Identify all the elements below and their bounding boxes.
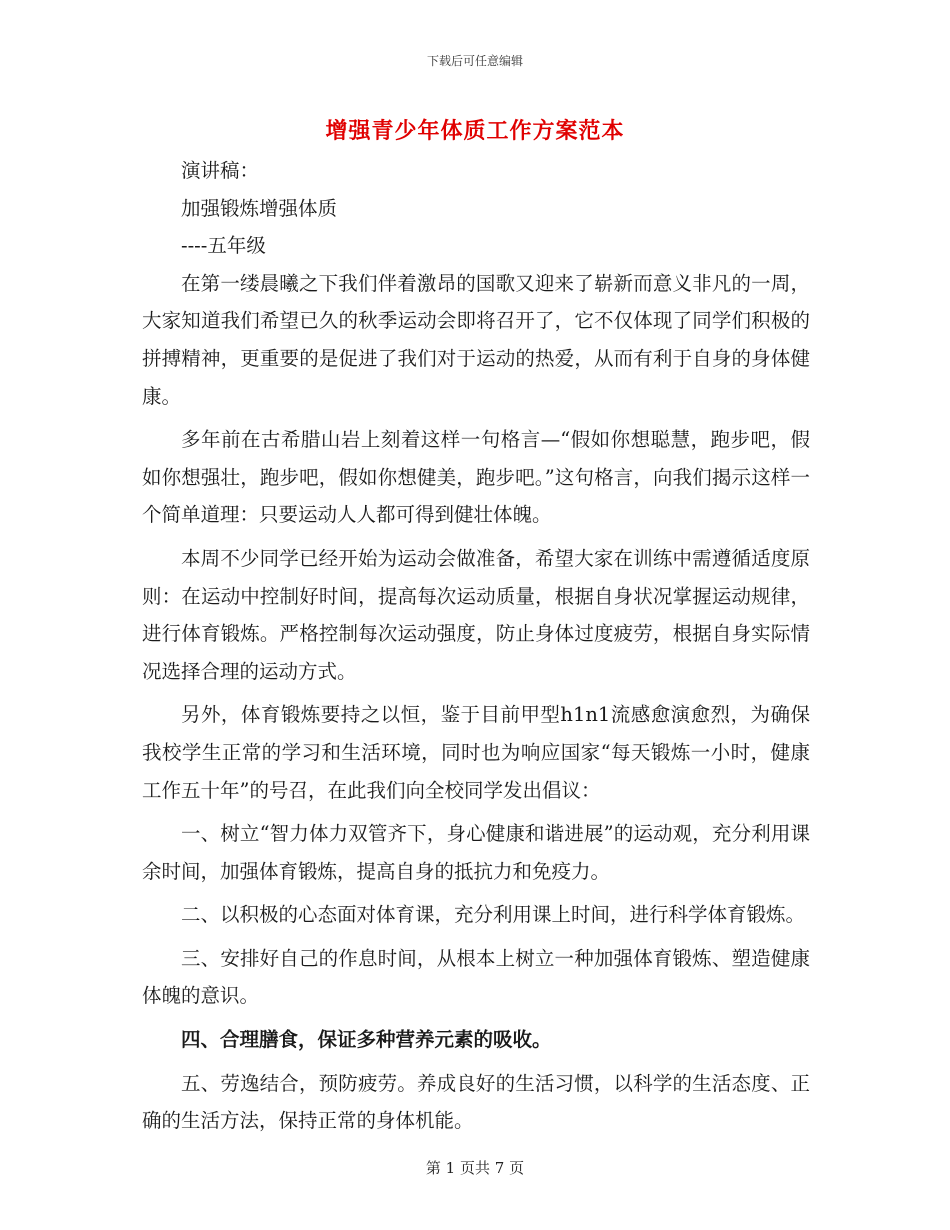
paragraph-proposal-1: 一、树立“智力体力双管齐下，身心健康和谐进展”的运动观，充分利用课余时间，加强体育锻炼，提高自身的抵抗力和免疫力。 — [142, 822, 810, 883]
paragraph-motto: 多年前在古希腊山岩上刻着这样一句格言—“假如你想聪慧，跑步吧，假如你想强壮，跑步吧，假如你想健美，跑步吧。”这句格言，向我们揭示这样一个简单道理：只要运动人人都可得到健壮体魄。 — [142, 428, 810, 527]
paragraph-proposal-5: 五、劳逸结合，预防疲劳。养成良好的生活习惯，以科学的生活态度、正确的生活方法，保持正常的身体机能。 — [142, 1071, 810, 1133]
paragraph-proposal-2: 二、以积极的心态面对体育课，充分利用课上时间，进行科学体育锻炼。 — [181, 903, 806, 927]
paragraph-speech-title: 加强锻炼增强体质 — [181, 196, 338, 220]
paragraph-grade: ----五年级 — [181, 234, 266, 258]
paragraph-proposal-4: 四、合理膳食，保证多种营养元素的吸收。 — [181, 1028, 552, 1052]
paragraph-speech-label: 演讲稿： — [181, 159, 260, 182]
paragraph-proposal-intro: 另外，体育锻炼要持之以恒，鉴于目前甲型h1n1流感愈演愈烈，为确保我校学生正常的学习和生活环境，同时也为响应国家“每天锻炼一小时，健康工作五十年”的号召，在此我们向全校同学发出倡议： — [142, 703, 810, 802]
document-body — [142, 152, 810, 1146]
document-title: 增强青少年体质工作方案范本 — [325, 118, 625, 144]
page-number: 第 1 页共 7 页 — [425, 1159, 525, 1177]
header-note: 下载后可任意编辑 — [426, 54, 523, 68]
paragraph-intro: 在第一缕晨曦之下我们伴着激昂的国歌又迎来了崭新而意义非凡的一周，大家知道我们希望已久的秋季运动会即将召开了，它不仅体现了同学们积极的拼搏精神，更重要的是促进了我们对于运动的热爱，从而有利于自身的身体健康。 — [142, 271, 810, 408]
paragraph-proposal-3: 三、安排好自己的作息时间，从根本上树立一种加强体育锻炼、塑造健康体魄的意识。 — [142, 946, 810, 1008]
paragraph-training: 本周不少同学已经开始为运动会做准备，希望大家在训练中需遵循适度原则：在运动中控制好时间，提高每次运动质量，根据自身状况掌握运动规律，进行体育锻炼。严格控制每次运动强度，防止身体过度疲劳，根据自身实际情况选择合理的运动方式。 — [142, 546, 810, 683]
